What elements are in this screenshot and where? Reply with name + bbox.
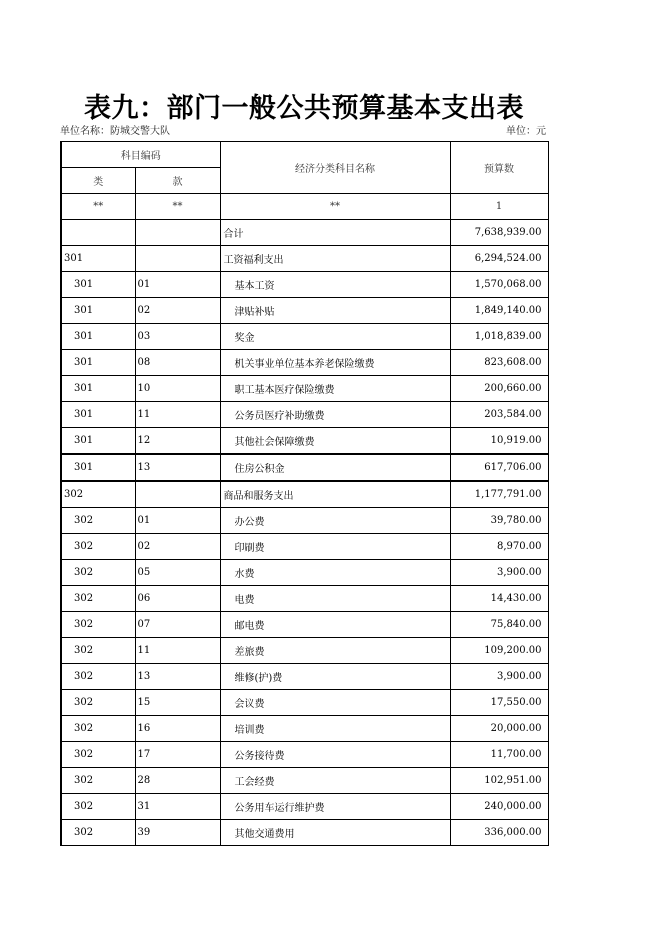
- cell-amount: 109,200.00: [450, 638, 548, 664]
- header-amount: 预算数: [450, 142, 548, 194]
- cell-item: 02: [135, 534, 220, 560]
- cell-amount: 102,951.00: [450, 768, 548, 794]
- header-class: 类: [61, 168, 135, 194]
- cell-name: 邮电费: [220, 612, 450, 638]
- cell-name: 住房公积金: [220, 454, 450, 481]
- cell-amount: 10,919.00: [450, 428, 548, 455]
- cell-item: 31: [135, 794, 220, 820]
- header-row: [61, 142, 548, 168]
- cell-amount: 1,177,791.00: [450, 481, 548, 508]
- cell-item: 10: [135, 376, 220, 402]
- cell-class: **: [61, 194, 135, 220]
- cell-name: 电费: [220, 586, 450, 612]
- cell-class: 301: [61, 428, 135, 455]
- index-row: [61, 194, 548, 220]
- cell-item: 12: [135, 428, 220, 455]
- cell-amount: 617,706.00: [450, 454, 548, 481]
- cell-class: 301: [61, 246, 135, 272]
- table-row: [61, 481, 548, 508]
- cell-item: 05: [135, 560, 220, 586]
- currency-unit-label: 单位：元: [506, 126, 546, 137]
- cell-class: 301: [61, 324, 135, 350]
- total-row: [61, 220, 548, 246]
- cell-name: 职工基本医疗保险缴费: [220, 376, 450, 402]
- cell-class: 301: [61, 376, 135, 402]
- table-row: [61, 560, 548, 586]
- cell-item: **: [135, 194, 220, 220]
- table-row: [61, 534, 548, 560]
- table-row: [61, 690, 548, 716]
- cell-amount: 3,900.00: [450, 560, 548, 586]
- table-row: [61, 298, 548, 324]
- cell-amount: 17,550.00: [450, 690, 548, 716]
- cell-name: 工会经费: [220, 768, 450, 794]
- cell-item: 13: [135, 454, 220, 481]
- table-row: [61, 324, 548, 350]
- cell-class: 302: [61, 716, 135, 742]
- cell-amount: 75,840.00: [450, 612, 548, 638]
- cell-class: 302: [61, 664, 135, 690]
- cell-amount: 240,000.00: [450, 794, 548, 820]
- table-row: [61, 716, 548, 742]
- cell-name: 其他交通费用: [220, 820, 450, 846]
- cell-amount: 3,900.00: [450, 664, 548, 690]
- cell-item: 17: [135, 742, 220, 768]
- cell-item: 03: [135, 324, 220, 350]
- cell-amount: 39,780.00: [450, 508, 548, 534]
- cell-item: 06: [135, 586, 220, 612]
- cell-amount: 1: [450, 194, 548, 220]
- cell-item: 11: [135, 638, 220, 664]
- cell-class: 302: [61, 742, 135, 768]
- cell-item: 15: [135, 690, 220, 716]
- cell-class: 301: [61, 272, 135, 298]
- table-row: [61, 402, 548, 428]
- page-title: 表九：部门一般公共预算基本支出表: [84, 93, 524, 124]
- cell-name: 办公费: [220, 508, 450, 534]
- cell-class: 302: [61, 638, 135, 664]
- cell-item: 39: [135, 820, 220, 846]
- cell-name: 会议费: [220, 690, 450, 716]
- cell-name: 工资福利支出: [220, 246, 450, 272]
- cell-class: 301: [61, 350, 135, 376]
- cell-item: [135, 481, 220, 508]
- cell-item: 13: [135, 664, 220, 690]
- cell-class: 302: [61, 768, 135, 794]
- table-row: [61, 664, 548, 690]
- cell-item: 16: [135, 716, 220, 742]
- cell-class: 301: [61, 402, 135, 428]
- header-name: 经济分类科目名称: [220, 142, 450, 194]
- cell-class: 302: [61, 690, 135, 716]
- cell-class: 302: [61, 794, 135, 820]
- cell-class: 302: [61, 481, 135, 508]
- cell-name: **: [220, 194, 450, 220]
- cell-class: 301: [61, 454, 135, 481]
- cell-item: 11: [135, 402, 220, 428]
- table-row: [61, 638, 548, 664]
- cell-name: 印刷费: [220, 534, 450, 560]
- table-row: [61, 376, 548, 402]
- cell-item: 08: [135, 350, 220, 376]
- cell-class: 302: [61, 820, 135, 846]
- cell-class: 302: [61, 612, 135, 638]
- cell-item: 01: [135, 272, 220, 298]
- cell-name: 奖金: [220, 324, 450, 350]
- header-item: 款: [135, 168, 220, 194]
- unit-name-label: 单位名称：防城交警大队: [60, 126, 170, 137]
- cell-class: 302: [61, 586, 135, 612]
- table-row: [61, 612, 548, 638]
- table-row: [61, 272, 548, 298]
- cell-name: 公务员医疗补助缴费: [220, 402, 450, 428]
- cell-name: 培训费: [220, 716, 450, 742]
- cell-item: 02: [135, 298, 220, 324]
- cell-name: 公务用车运行维护费: [220, 794, 450, 820]
- table-row: [61, 508, 548, 534]
- cell-class: 302: [61, 560, 135, 586]
- table-row: [61, 454, 548, 481]
- budget-table: [60, 141, 549, 846]
- table-row: [61, 794, 548, 820]
- cell-name: 合计: [220, 220, 450, 246]
- cell-name: 其他社会保障缴费: [220, 428, 450, 455]
- cell-name: 津贴补贴: [220, 298, 450, 324]
- cell-amount: 823,608.00: [450, 350, 548, 376]
- cell-item: 07: [135, 612, 220, 638]
- cell-item: 28: [135, 768, 220, 794]
- cell-amount: 200,660.00: [450, 376, 548, 402]
- cell-item: 01: [135, 508, 220, 534]
- cell-amount: 1,018,839.00: [450, 324, 548, 350]
- cell-name: 维修(护)费: [220, 664, 450, 690]
- cell-amount: 11,700.00: [450, 742, 548, 768]
- cell-amount: 7,638,939.00: [450, 220, 548, 246]
- cell-amount: 203,584.00: [450, 402, 548, 428]
- table-row: [61, 820, 548, 846]
- table-row: [61, 246, 548, 272]
- table-row: [61, 350, 548, 376]
- cell-class: 302: [61, 508, 135, 534]
- table-row: [61, 428, 548, 455]
- table-row: [61, 742, 548, 768]
- cell-class: 302: [61, 534, 135, 560]
- cell-amount: 1,849,140.00: [450, 298, 548, 324]
- cell-name: 机关事业单位基本养老保险缴费: [220, 350, 450, 376]
- cell-name: 差旅费: [220, 638, 450, 664]
- cell-name: 公务接待费: [220, 742, 450, 768]
- cell-name: 基本工资: [220, 272, 450, 298]
- cell-amount: 6,294,524.00: [450, 246, 548, 272]
- cell-item: [135, 246, 220, 272]
- header-code-group: 科目编码: [61, 142, 220, 168]
- cell-name: 商品和服务支出: [220, 481, 450, 508]
- cell-amount: 1,570,068.00: [450, 272, 548, 298]
- cell-name: 水费: [220, 560, 450, 586]
- cell-amount: 20,000.00: [450, 716, 548, 742]
- cell-class: [61, 220, 135, 246]
- cell-class: 301: [61, 298, 135, 324]
- table-row: [61, 768, 548, 794]
- cell-amount: 8,970.00: [450, 534, 548, 560]
- cell-item: [135, 220, 220, 246]
- table-row: [61, 586, 548, 612]
- cell-amount: 336,000.00: [450, 820, 548, 846]
- cell-amount: 14,430.00: [450, 586, 548, 612]
